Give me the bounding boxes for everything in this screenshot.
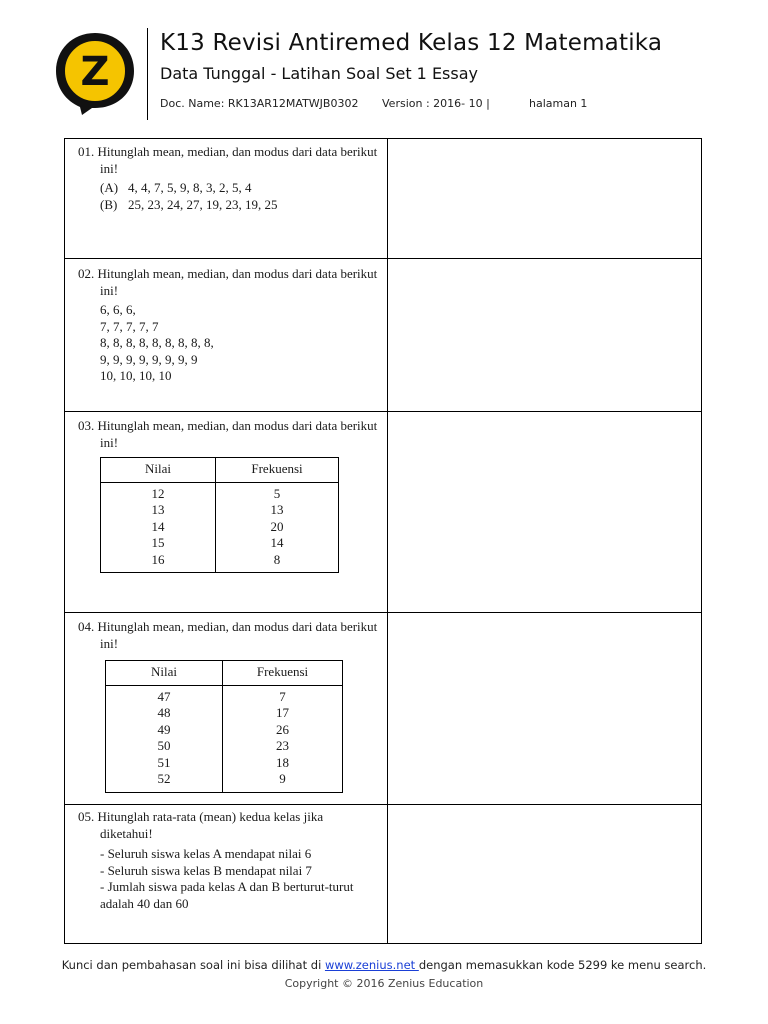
question-2	[78, 266, 378, 385]
page-number: halaman 1	[529, 97, 588, 110]
copyright: Copyright © 2016 Zenius Education	[284, 977, 484, 990]
table-header-nilai: Nilai	[101, 458, 216, 483]
document-subtitle: Data Tunggal - Latihan Soal Set 1 Essay	[160, 64, 478, 83]
question-3	[78, 418, 378, 573]
document-title: K13 Revisi Antiremed Kelas 12 Matematika	[160, 30, 663, 56]
table-header-frekuensi: Frekuensi	[223, 661, 343, 686]
table-header-frekuensi: Frekuensi	[216, 458, 339, 483]
question-conditions	[78, 846, 378, 912]
frekuensi-column: 5 13 20 14 8	[216, 482, 339, 573]
option-a: (A) 4, 4, 7, 5, 9, 8, 3, 2, 5, 4	[100, 180, 252, 195]
frequency-table	[105, 660, 343, 793]
option-b: (B) 25, 23, 24, 27, 19, 23, 19, 25	[100, 196, 278, 212]
condition-item: - Seluruh siswa kelas A mendapat nilai 6	[100, 846, 312, 861]
column-divider	[387, 139, 388, 943]
question-stem: 05. Hitunglah rata-rata (mean) kedua kelas jika diketahui!	[78, 809, 324, 841]
data-line: 7, 7, 7, 7, 7	[100, 318, 159, 334]
question-1	[78, 144, 378, 213]
doc-version: Version : 2016- 10 |	[382, 97, 490, 110]
row-divider	[65, 612, 701, 613]
nilai-column: 12 13 14 15 16	[151, 485, 165, 567]
footer-text: Kunci dan pembahasan soal ini bisa dilihat di	[61, 958, 325, 972]
table-header-nilai: Nilai	[106, 661, 223, 686]
frekuensi-column: 7 17 26 23 18 9	[223, 685, 343, 792]
row-divider	[65, 411, 701, 412]
row-divider	[65, 258, 701, 259]
data-line: 6, 6, 6,	[100, 302, 136, 317]
question-grid	[64, 138, 702, 944]
header-divider	[147, 28, 148, 120]
question-stem: 04. Hitunglah mean, median, dan modus dari data berikut ini!	[78, 619, 378, 651]
question-4	[78, 619, 378, 793]
question-stem: 01. Hitunglah mean, median, dan modus dari data berikut ini!	[78, 144, 378, 176]
data-line: 9, 9, 9, 9, 9, 9, 9, 9	[100, 351, 198, 367]
doc-name: Doc. Name: RK13AR12MATWJB0302	[160, 97, 359, 110]
footer-text: dengan memasukkan kode 5299 ke menu search.	[418, 958, 707, 972]
logo-letter: Z	[80, 49, 110, 95]
question-5	[78, 809, 378, 912]
zenius-link[interactable]: www.zenius.net	[324, 958, 419, 972]
question-stem: 02. Hitunglah mean, median, dan modus dari data berikut ini!	[78, 266, 378, 298]
row-divider	[65, 804, 701, 805]
nilai-column: 47 48 49 50 51 52	[157, 688, 171, 786]
condition-item: - Jumlah siswa pada kelas A dan B berturut-turut adalah 40 dan 60	[100, 879, 354, 911]
data-line: 10, 10, 10, 10	[100, 368, 172, 383]
document-meta	[160, 97, 587, 110]
footer-note	[0, 958, 768, 972]
question-stem: 03. Hitunglah mean, median, dan modus dari data berikut ini!	[78, 418, 378, 450]
frequency-table	[100, 457, 339, 573]
zenius-logo	[52, 30, 138, 116]
condition-item: - Seluruh siswa kelas B mendapat nilai 7	[100, 862, 312, 878]
data-line: 8, 8, 8, 8, 8, 8, 8, 8, 8,	[100, 335, 214, 350]
